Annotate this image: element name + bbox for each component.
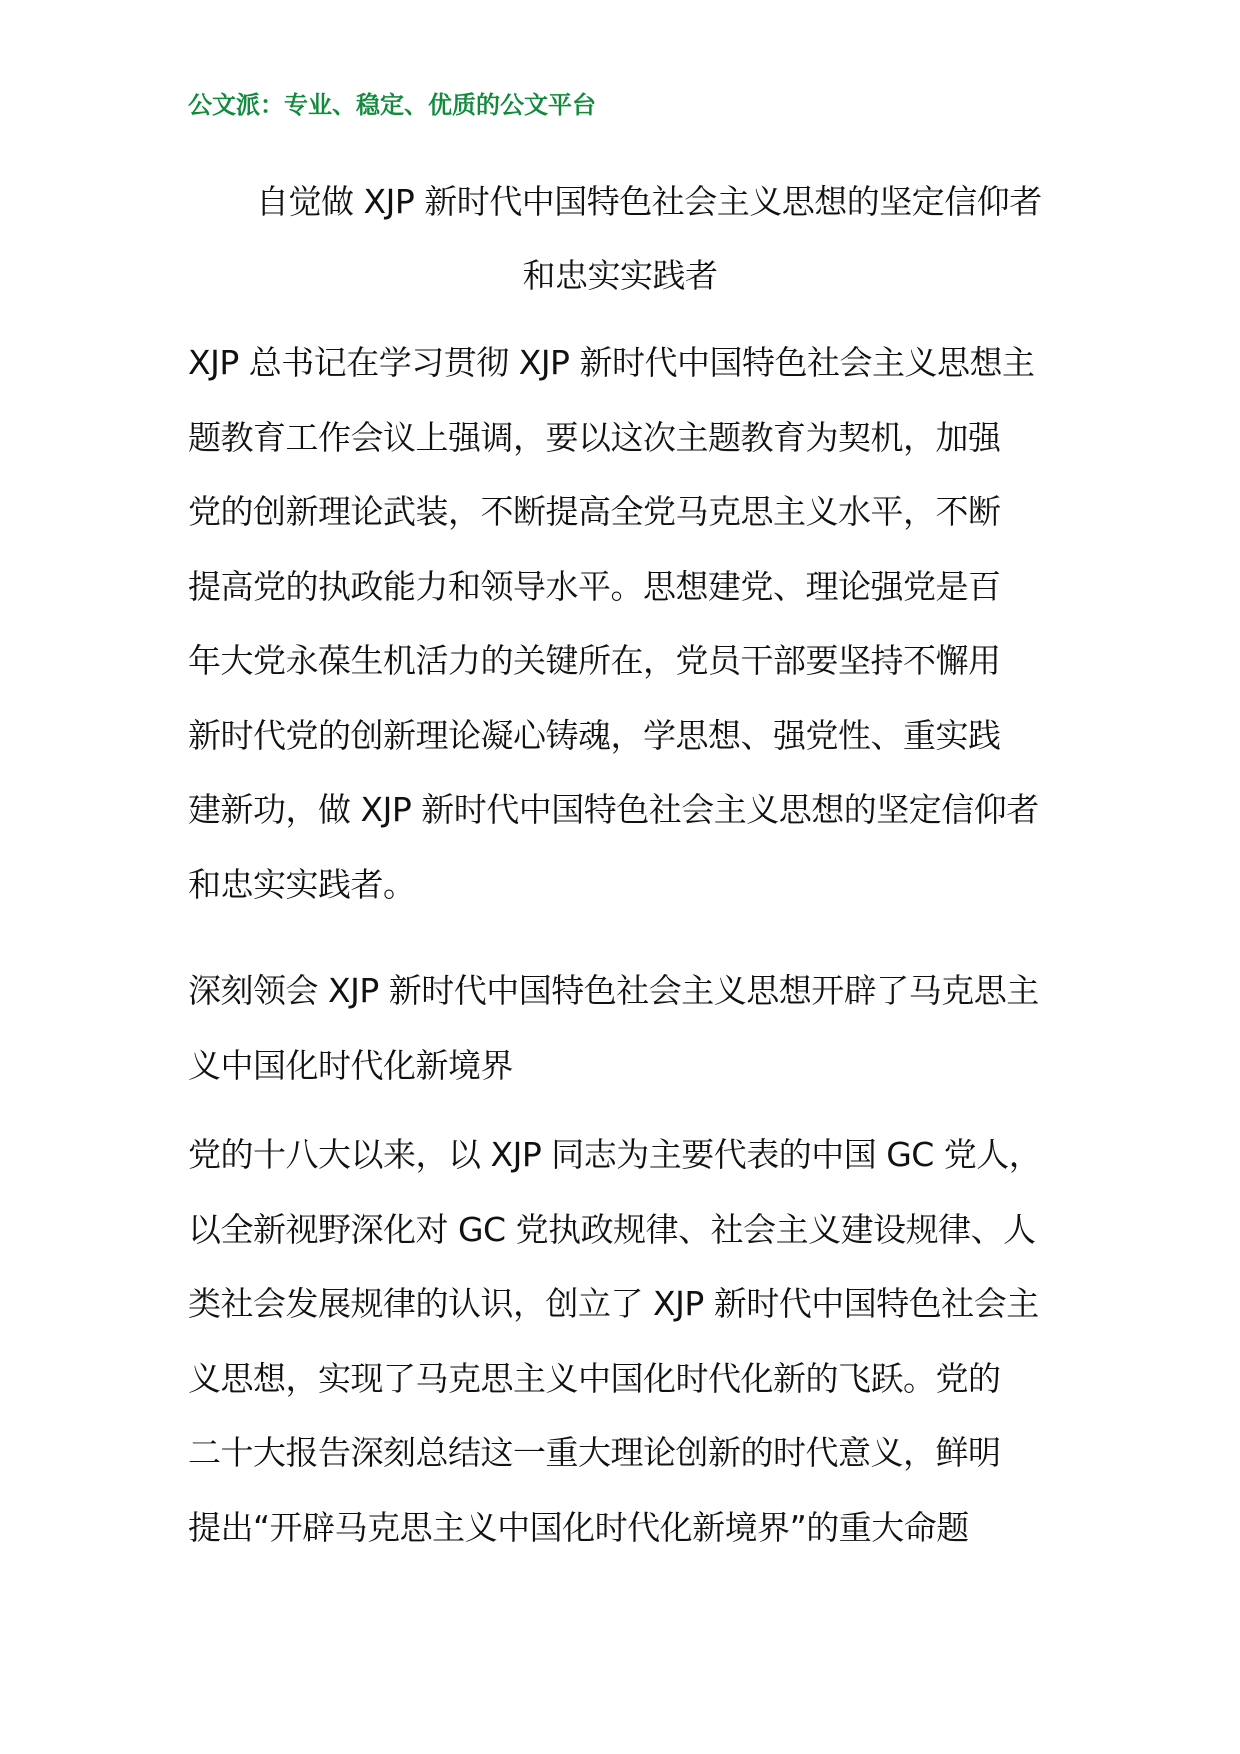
text-line: 提高党的执政能力和领导水平。思想建党、理论强党是百	[188, 566, 1001, 606]
text-line: XJP 总书记在学习贯彻 XJP 新时代中国特色社会主义思想主	[188, 343, 1035, 382]
text-line: 义思想，实现了马克思主义中国化时代化新的飞跃。党的	[188, 1358, 1001, 1398]
document-title	[188, 165, 1052, 313]
text-line: 提出“开辟马克思主义中国化时代化新境界”的重大命题	[188, 1507, 969, 1547]
text-line: 类社会发展规律的认识，创立了 XJP 新时代中国特色社会主	[188, 1284, 1039, 1323]
paragraph-intro	[188, 326, 1052, 922]
platform-header-note: 公文派：专业、稳定、优质的公文平台	[188, 90, 596, 119]
heading-line: 深刻领会 XJP 新时代中国特色社会主义思想开辟了马克思主	[188, 971, 1039, 1010]
text-line: 二十大报告深刻总结这一重大理论创新的时代意义，鲜明	[188, 1433, 1001, 1472]
title-line: 自觉做 XJP 新时代中国特色社会主义思想的坚定信仰者	[256, 182, 1042, 221]
text-line: 年大党永葆生机活力的关键所在，党员干部要坚持不懈用	[188, 641, 1001, 680]
text-line: 和忠实实践者。	[188, 864, 416, 904]
section-heading	[188, 954, 1052, 1103]
text-line: 题教育工作会议上强调，要以这次主题教育为契机，加强	[188, 417, 1001, 457]
text-line: 建新功，做 XJP 新时代中国特色社会主义思想的坚定信仰者	[188, 790, 1039, 829]
text-line: 以全新视野深化对 GC 党执政规律、社会主义建设规律、人	[188, 1209, 1036, 1249]
text-line: 党的十八大以来，以 XJP 同志为主要代表的中国 GC 党人，	[188, 1135, 1042, 1174]
heading-line: 义中国化时代化新境界	[188, 1045, 513, 1085]
text-line: 新时代党的创新理论凝心铸魂，学思想、强党性、重实践	[188, 715, 1001, 755]
title-line: 和忠实实践者	[522, 256, 718, 295]
text-line: 党的创新理论武装，不断提高全党马克思主义水平，不断	[188, 492, 1001, 531]
paragraph-body	[188, 1118, 1052, 1565]
